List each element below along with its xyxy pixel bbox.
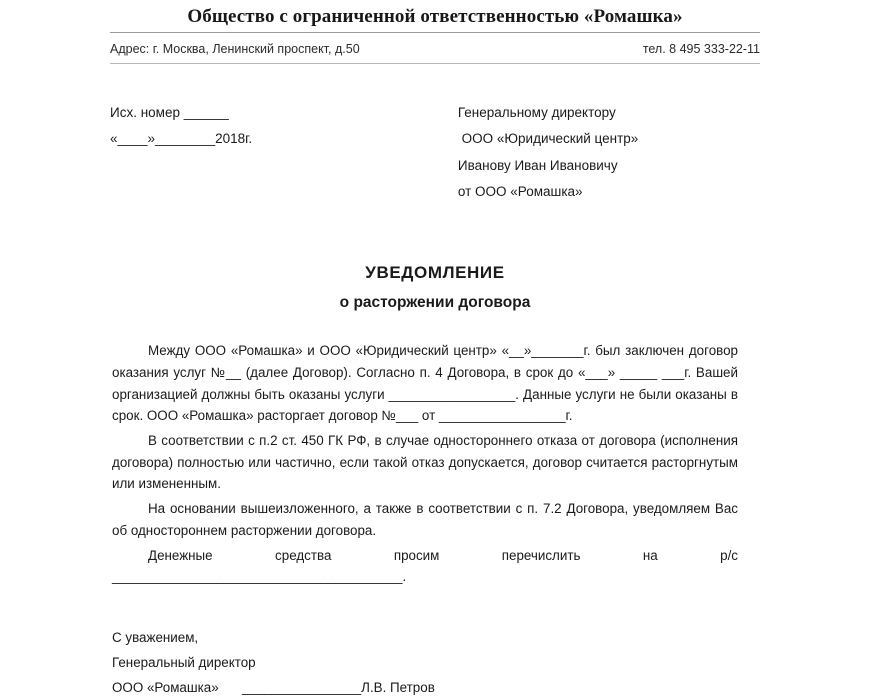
document-heading <box>0 263 870 312</box>
document-title: УВЕДОМЛЕНИЕ <box>365 263 505 283</box>
signature-block <box>112 626 760 700</box>
company-title: Общество с ограниченной ответственностью «Ромашка» <box>187 6 683 27</box>
document-subtitle: о расторжении договора <box>339 294 531 312</box>
addressee-block <box>458 100 760 205</box>
outgoing-number-block <box>110 100 458 205</box>
body-paragraph: Между ООО «Ромашка» и ООО «Юридический центр» «__»_______г. был заключен договор оказания услуг №__ (далее Договор). Согласно п. 4 Договора, в срок до «___» _____ ___г. Вашей организацией должны быть оказаны услуги _________________. Данные услуги не были оказаны в срок. ООО «Ромашка» расторгает договор №___ от _________________г. <box>112 343 738 424</box>
outgoing-number: Исх. номер ______ <box>110 105 229 120</box>
letterhead <box>0 0 870 28</box>
signature-company: ООО «Ромашка» <box>112 679 219 695</box>
addressee-position: Генеральному директору <box>457 105 616 120</box>
body-paragraph: Денежные средства просим перечислить на р/с _______________________________________. <box>112 547 738 585</box>
company-address: Адрес: г. Москва, Ленинский проспект, д.50 <box>110 42 360 56</box>
outgoing-date: «____»________2018г. <box>110 131 253 147</box>
addressee-name: Иванову Иван Ивановичу <box>457 157 618 173</box>
contact-row <box>110 42 760 56</box>
body-paragraph: На основании вышеизложенного, а также в соответствии с п. 7.2 Договора, уведомляем Вас об одностороннем расторжении договора. <box>112 501 738 538</box>
addressee-company: ООО «Юридический центр» <box>457 131 639 147</box>
signature-row <box>112 676 760 700</box>
header-divider <box>110 32 760 33</box>
contact-divider <box>110 63 760 64</box>
document-body <box>112 340 738 588</box>
company-phone: тел. 8 495 333-22-11 <box>642 42 760 56</box>
signature-line: ________________Л.В. Петров <box>242 679 435 695</box>
sender-company: от ООО «Ромашка» <box>457 183 583 199</box>
meta-block <box>110 100 760 205</box>
signature-regards: С уважением, <box>112 629 199 645</box>
signature-position: Генеральный директор <box>112 654 256 670</box>
body-paragraph: В соответствии с п.2 ст. 450 ГК РФ, в случае одностороннего отказа от договора (исполнения договора) полностью или частично, если такой отказ допускается, договор считается расторгнутым или измененным. <box>112 433 738 492</box>
